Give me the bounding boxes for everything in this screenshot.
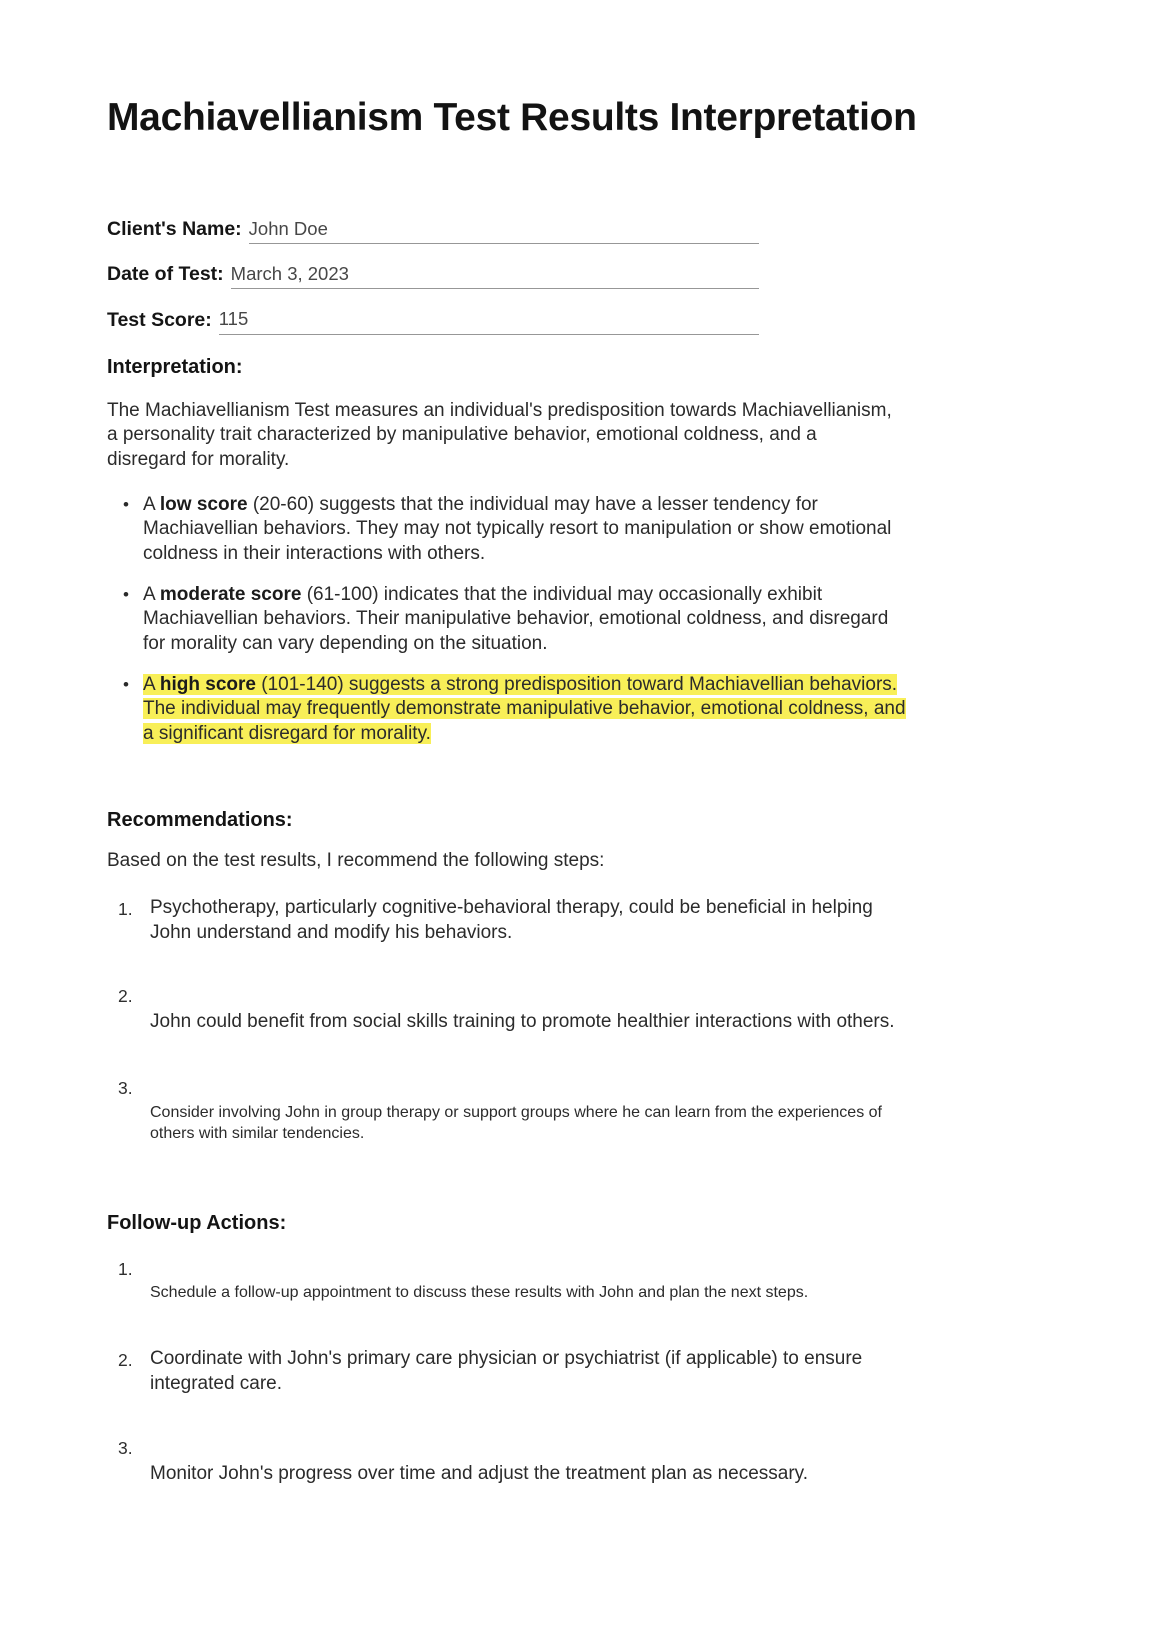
- bullet-text: (20-60) suggests that the individual may have a lesser tendency for Machiavellian behaviors. They may not typically resort to manipulation or show emotional coldness in their interactions with others.: [143, 494, 892, 564]
- interpretation-intro: The Machiavellianism Test measures an individual's predisposition towards Machiavellianism, a personality trait characterized by manipulative behavior, emotional coldness, and a disregard for morality.: [107, 399, 892, 470]
- client-info-section: [107, 218, 1066, 335]
- field-value: 115: [219, 308, 759, 334]
- item-number: 2.: [118, 986, 133, 1007]
- item-number: 3.: [118, 1078, 133, 1099]
- recommendation-item-2: [118, 984, 1066, 1034]
- field-client-name: [107, 218, 759, 244]
- item-number: 1.: [118, 899, 133, 920]
- followup-heading: Follow-up Actions:: [107, 1211, 287, 1234]
- field-label: Test Score:: [107, 308, 212, 331]
- recommendations-heading: Recommendations:: [107, 808, 293, 831]
- followup-item-3: [118, 1436, 1066, 1486]
- field-label: Date of Test:: [107, 263, 224, 286]
- bullet-bold: low score: [159, 494, 248, 516]
- bullet-bold: high score: [159, 673, 256, 695]
- field-date-of-test: [107, 263, 759, 289]
- item-number: 3.: [118, 1438, 133, 1459]
- bullet-bold: moderate score: [159, 584, 302, 606]
- bullet-icon: •: [123, 495, 129, 515]
- bullet-prefix: A: [143, 673, 160, 695]
- item-text: Schedule a follow-up appointment to discuss these results with John and plan the next steps.: [150, 1284, 809, 1302]
- item-text: Monitor John's progress over time and adjust the treatment plan as necessary.: [150, 1462, 809, 1484]
- field-test-score: [107, 308, 759, 334]
- bullet-text: (101-140) suggests a strong predisposition toward Machiavellian behaviors. The individual may frequently demonstrate manipulative behavior, emotional coldness, and a significant disregard for morality.: [143, 673, 906, 744]
- item-text: Psychotherapy, particularly cognitive-behavioral therapy, could be beneficial in helping John understand and modify his behaviors.: [150, 897, 873, 943]
- recommendation-item-3: [118, 1076, 1066, 1144]
- bullet-low-score: [107, 493, 1066, 566]
- highlighted-text: [143, 674, 906, 744]
- page-title: Machiavellianism Test Results Interpretation: [107, 96, 917, 139]
- item-number: 2.: [118, 1350, 133, 1371]
- bullet-moderate-score: [107, 583, 1066, 656]
- bullet-icon: •: [123, 674, 129, 694]
- score-bullet-list: [107, 493, 1066, 746]
- bullet-high-score: [107, 673, 1066, 746]
- recommendations-intro: Based on the test results, I recommend the following steps:: [107, 849, 605, 871]
- item-number: 1.: [118, 1258, 133, 1279]
- item-text: Coordinate with John's primary care physician or psychiatrist (if applicable) to ensure integrated care.: [150, 1348, 863, 1394]
- recommendation-item-1: [118, 896, 1066, 945]
- item-text: Consider involving John in group therapy or support groups where he can learn from the experiences of others with similar tendencies.: [150, 1103, 882, 1142]
- item-text: John could benefit from social skills training to promote healthier interactions with others.: [150, 1010, 895, 1032]
- interpretation-heading: Interpretation:: [107, 355, 243, 378]
- followup-item-1: [118, 1257, 1066, 1304]
- bullet-icon: •: [123, 585, 129, 605]
- followup-item-2: [118, 1347, 1066, 1396]
- bullet-prefix: A: [143, 494, 160, 516]
- field-label: Client's Name:: [107, 218, 242, 241]
- field-value: March 3, 2023: [231, 263, 759, 289]
- bullet-text: (61-100) indicates that the individual may occasionally exhibit Machiavellian behaviors. Their manipulative behavior, emotional coldness, and disregard for morality can vary depending on the situation.: [143, 584, 889, 654]
- field-value: John Doe: [249, 218, 759, 244]
- bullet-prefix: A: [143, 584, 160, 606]
